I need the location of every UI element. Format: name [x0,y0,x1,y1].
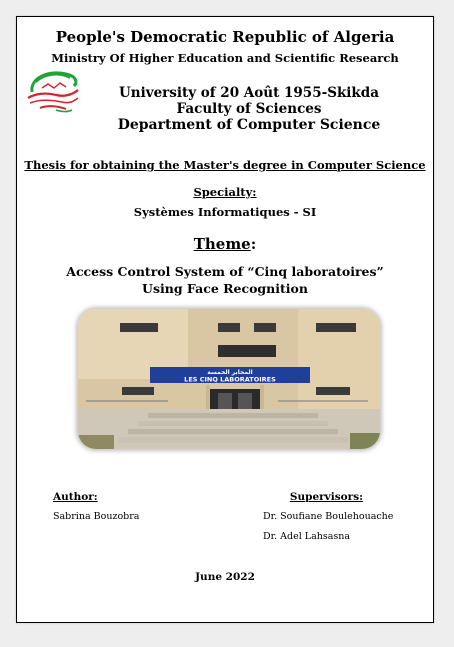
sign-arabic-text: المخابر الخمسة [207,369,253,376]
university-name: University of 20 Août 1955-Skikda [119,85,379,101]
supervisor-1: Dr. Soufiane Boulehouache [263,511,394,522]
sign-text: LES CINQ LABORATOIRES [184,375,276,384]
faculty-name: Faculty of Sciences [176,101,322,117]
specialty-value: Systèmes Informatiques - SI [133,205,317,219]
institution-block [75,85,423,134]
theme-colon: : [250,235,257,253]
country-title: People's Democratic Republic of Algeria [55,28,395,46]
university-logo [26,68,80,114]
theme-label: Theme [193,235,251,253]
supervisors-label: Supervisors: [289,491,363,503]
thesis-date: June 2022 [195,571,255,583]
author-label: Author: [53,491,98,503]
theme-heading [17,235,433,253]
supervisor-2: Dr. Adel Lahsasna [263,531,351,542]
thesis-title-line1: Access Control System of “Cinq laboratoires” [66,264,384,279]
ministry-title: Ministry Of Higher Education and Scientific Research [51,51,399,65]
document-page [16,16,434,623]
specialty-label: Specialty: [193,185,257,199]
author-name: Sabrina Bouzobra [53,511,140,522]
thesis-purpose: Thesis for obtaining the Master's degree in Computer Science [24,158,426,172]
building-photo [78,309,380,449]
department-name: Department of Computer Science [117,117,381,133]
thesis-title-line2: Using Face Recognition [142,281,308,296]
